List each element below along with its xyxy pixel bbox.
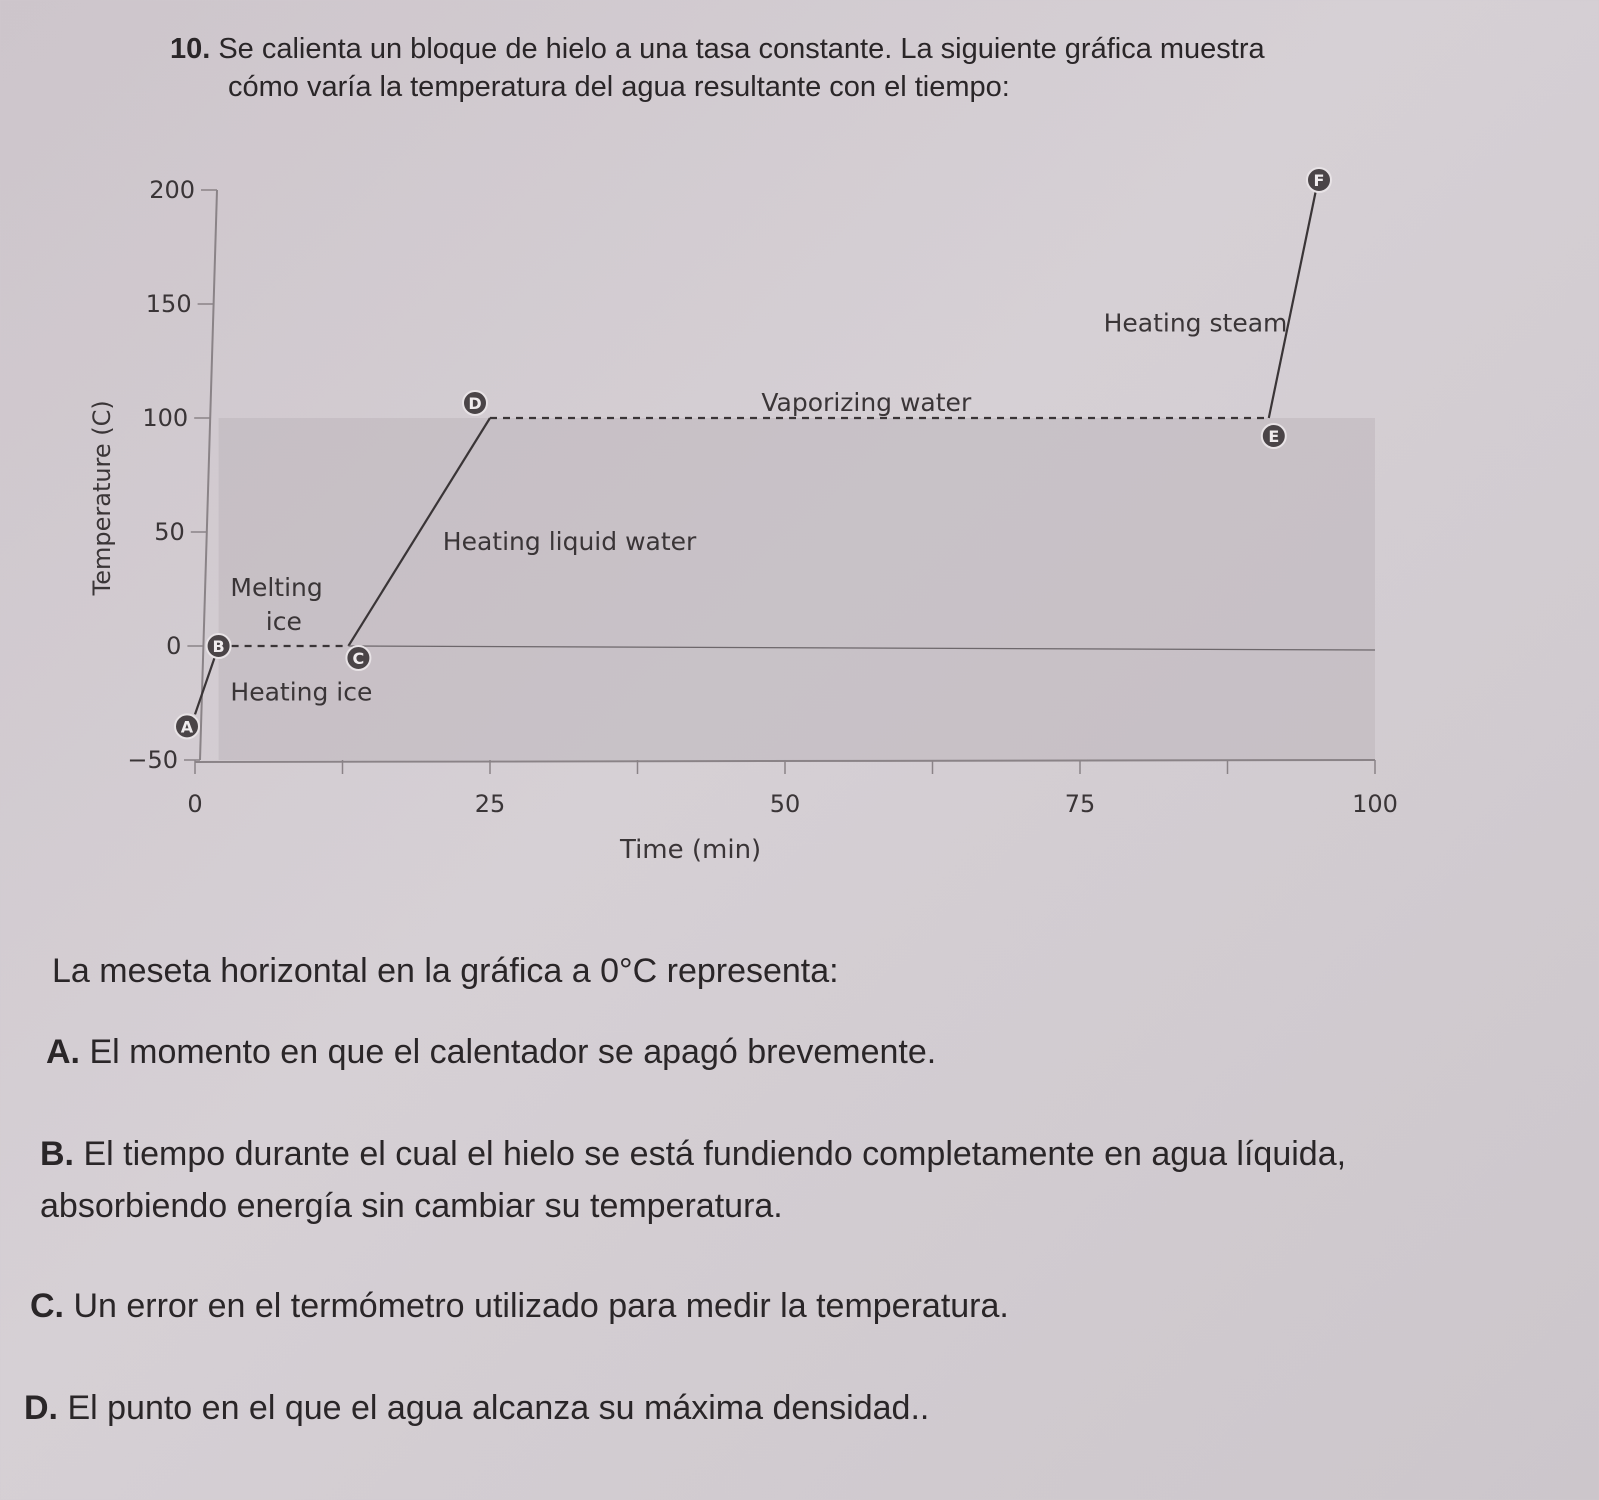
option-a-text: El momento en que el calentador se apagó brevemente. [89, 1033, 937, 1071]
y-tick-label: −50 [127, 746, 178, 774]
segment-label-1: Melting [230, 572, 323, 602]
question-stem-line1: Se calienta un bloque de hielo a una tasa constante. La siguiente gráfica muestra [218, 33, 1265, 65]
question-prompt [52, 952, 839, 991]
point-label-F: F [1313, 171, 1325, 190]
question-stem-line2: cómo varía la temperatura del agua resultante con el tiempo: [228, 71, 1010, 103]
prompt-text-before: La meseta horizontal en la gráfica a [52, 952, 601, 990]
x-axis-label: Time (min) [619, 835, 762, 865]
option-a[interactable] [46, 1026, 1599, 1078]
y-tick-label: 0 [166, 632, 182, 660]
x-tick-label: 100 [1352, 790, 1398, 818]
segment-label-4: Vaporizing water [761, 388, 972, 418]
option-c[interactable] [30, 1280, 1590, 1332]
x-tick-label: 25 [474, 790, 506, 818]
option-b-letter: B. [40, 1135, 74, 1173]
option-c-text: Un error en el termómetro utilizado para medir la temperatura. [73, 1287, 1009, 1325]
y-tick-label: 150 [145, 290, 192, 318]
segment-label-0: Heating ice [230, 677, 373, 707]
segment-label-3: Heating liquid water [442, 527, 697, 557]
point-label-C: C [352, 649, 365, 668]
y-tick-label: 50 [154, 518, 185, 546]
option-d-text: El punto en el que el agua alcanza su máxima densidad.. [67, 1389, 930, 1427]
question-number: 10. [170, 33, 211, 65]
point-label-B: B [212, 637, 225, 656]
x-tick-label: 75 [1064, 790, 1096, 818]
option-b-text-line2: absorbiendo energía sin cambiar su temperatura. [40, 1187, 783, 1225]
option-d-letter: D. [24, 1389, 58, 1427]
segment-label-2: ice [265, 607, 302, 637]
curve-segment-EF [1269, 190, 1316, 418]
y-tick-label: 100 [142, 404, 189, 432]
option-d[interactable] [24, 1382, 1584, 1434]
option-b-text: El tiempo durante el cual el hielo se está fundiendo completamente en agua líquida, [83, 1135, 1347, 1173]
prompt-text-after: representa: [657, 952, 839, 990]
prompt-value: 0°C [600, 952, 658, 990]
point-label-E: E [1268, 427, 1280, 446]
point-label-D: D [468, 394, 482, 413]
x-tick-label: 50 [769, 790, 801, 818]
y-tick-label: 200 [149, 176, 195, 204]
option-a-letter: A. [46, 1033, 80, 1071]
segment-label-5: Heating steam [1103, 308, 1288, 338]
point-label-A: A [180, 717, 194, 737]
y-axis-label: Temperature (C) [88, 400, 116, 596]
plot-shading [219, 418, 1375, 760]
option-c-letter: C. [30, 1287, 64, 1325]
x-tick-label: 0 [187, 790, 203, 818]
option-b[interactable] [40, 1128, 1599, 1232]
